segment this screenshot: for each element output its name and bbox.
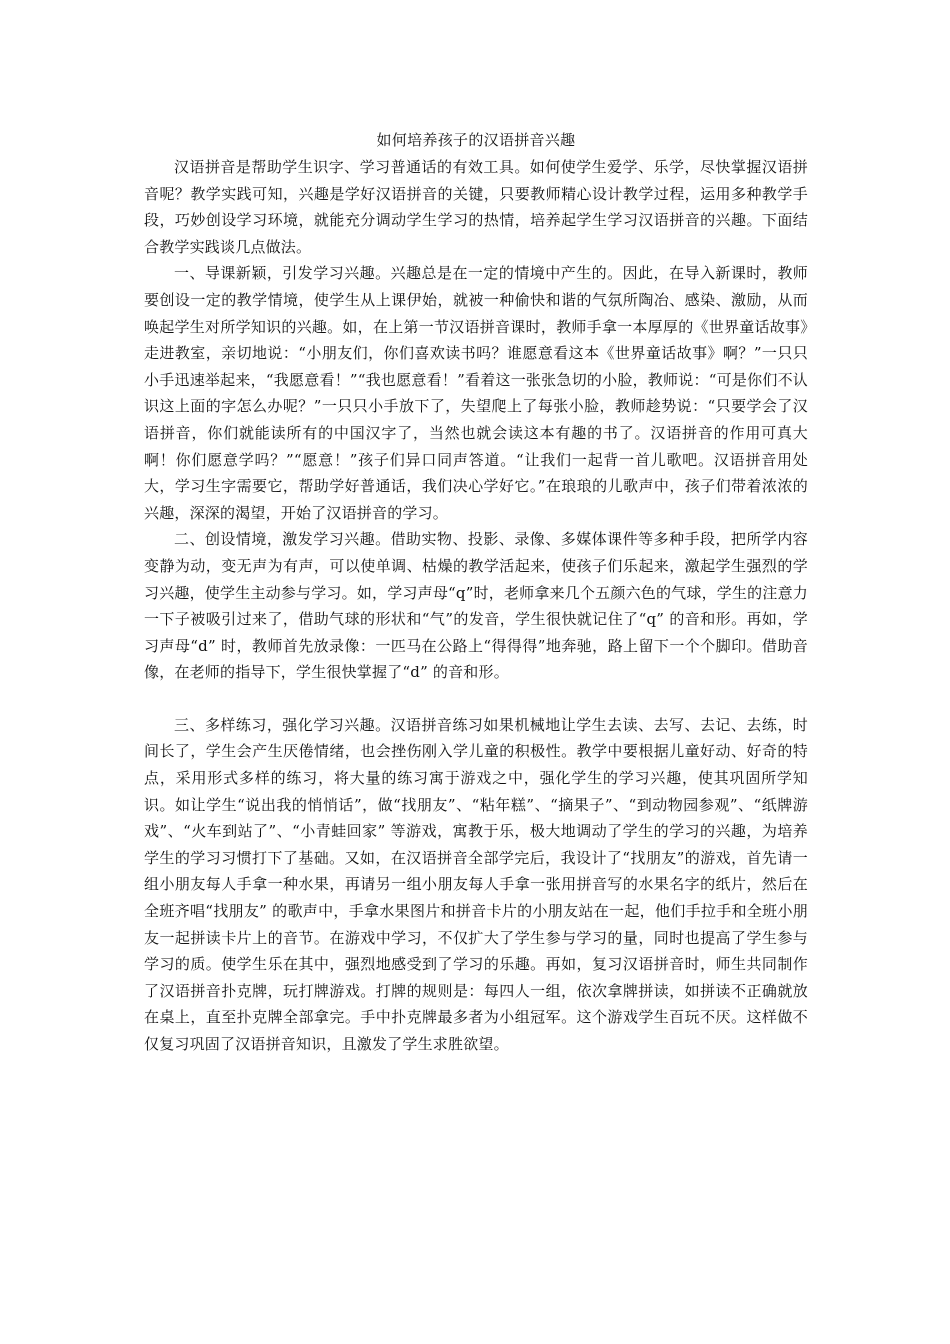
paragraph-spacer: [144, 686, 808, 712]
paragraph-section-1: 一、导课新颖，引发学习兴趣。兴趣总是在一定的情境中产生的。因此，在导入新课时，教师要创设一定的教学情境，使学生从上课伊始，就被一种偷快和谐的气氛所陶冶、感染、激励，从而唤起学生对所学知识的兴趣。如，在上第一节汉语拼音课时，教师手拿一本厚厚的《世界童话故事》走进教室，亲切地说：“小朋友们，你们喜欢读书吗？谁愿意看这本《世界童话故事》啊？”一只只小手迅速举起来，“我愿意看！”“我也愿意看！”看着这一张张急切的小脸，教师说：“可是你们不认识这上面的字怎么办呢？”一只只小手放下了，失望爬上了每张小脸，教师趁势说：“只要学会了汉语拼音，你们就能读所有的中国汉字了，当然也就会读这本有趣的书了。汉语拼音的作用可真大啊！你们愿意学吗？”“愿意！”孩子们异口同声答道。“让我们一起背一首儿歌吧。汉语拼音用处大，学习生字需要它，帮助学好普通话，我们决心学好它。”在琅琅的儿歌声中，孩子们带着浓浓的兴趣，深深的渴望，开始了汉语拼音的学习。: [144, 264, 808, 522]
document-page: [144, 128, 808, 1058]
page-title: 如何培养孩子的汉语拼音兴趣: [376, 131, 576, 149]
paragraph-intro: 汉语拼音是帮助学生识字、学习普通话的有效工具。如何使学生爱学、乐学，尽快掌握汉语拼音呢？教学实践可知，兴趣是学好汉语拼音的关键，只要教师精心设计教学过程，运用多种教学手段，巧妙创设学习环境，就能充分调动学生学习的热情，培养起学生学习汉语拼音的兴趣。下面结合教学实践谈几点做法。: [144, 158, 808, 256]
paragraph-section-3: 三、多样练习，强化学习兴趣。汉语拼音练习如果机械地让学生去读、去写、去记、去练，时间长了，学生会产生厌倦情绪，也会挫伤刚入学儿童的积极性。教学中要根据儿童好动、好奇的特点，采用形式多样的练习，将大量的练习寓于游戏之中，强化学生的学习兴趣，使其巩固所学知识。如让学生“说出我的悄悄话”，做“找朋友”、“粘年糕”、“摘果子”、“到动物园参观”、“纸牌游戏”、“火车到站了”、“小青蛙回家” 等游戏，寓教于乐，极大地调动了学生的学习的兴趣，为培养学生的学习习惯打下了基础。又如，在汉语拼音全部学完后，我设计了“找朋友”的游戏，首先请一组小朋友每人手拿一种水果，再请另一组小朋友每人手拿一张用拼音写的水果名字的纸片，然后在全班齐唱“找朋友” 的歌声中，手拿水果图片和拼音卡片的小朋友站在一起，他们手拉手和全班小朋友一起拼读卡片上的音节。在游戏中学习，不仅扩大了学生参与学习的量，同时也提高了学生参与学习的质。使学生乐在其中，强烈地感受到了学习的乐趣。再如，复习汉语拼音时，师生共同制作了汉语拼音扑克牌，玩打牌游戏。打牌的规则是：每四人一组，依次拿牌拼读，如拼读不正确就放在桌上，直至扑克牌全部拿完。手中扑克牌最多者为小组冠军。这个游戏学生百玩不厌。这样做不仅复习巩固了汉语拼音知识，且激发了学生求胜欲望。: [144, 715, 808, 1053]
paragraph-section-2: 二、创设情境，激发学习兴趣。借助实物、投影、录像、多媒体课件等多种手段，把所学内容变静为动，变无声为有声，可以使单调、枯燥的教学活起来，使孩子们乐起来，激起学生强烈的学习兴趣，使学生主动参与学习。如，学习声母“q”时，老师拿来几个五颜六色的气球，学生的注意力一下子被吸引过来了，借助气球的形状和“气”的发音，学生很快就记住了“q” 的音和形。再如，学习声母“d” 时，教师首先放录像：一匹马在公路上“得得得”地奔驰，路上留下一个个脚印。借助音像，在老师的指导下，学生很快掌握了“d” 的音和形。: [144, 530, 808, 682]
